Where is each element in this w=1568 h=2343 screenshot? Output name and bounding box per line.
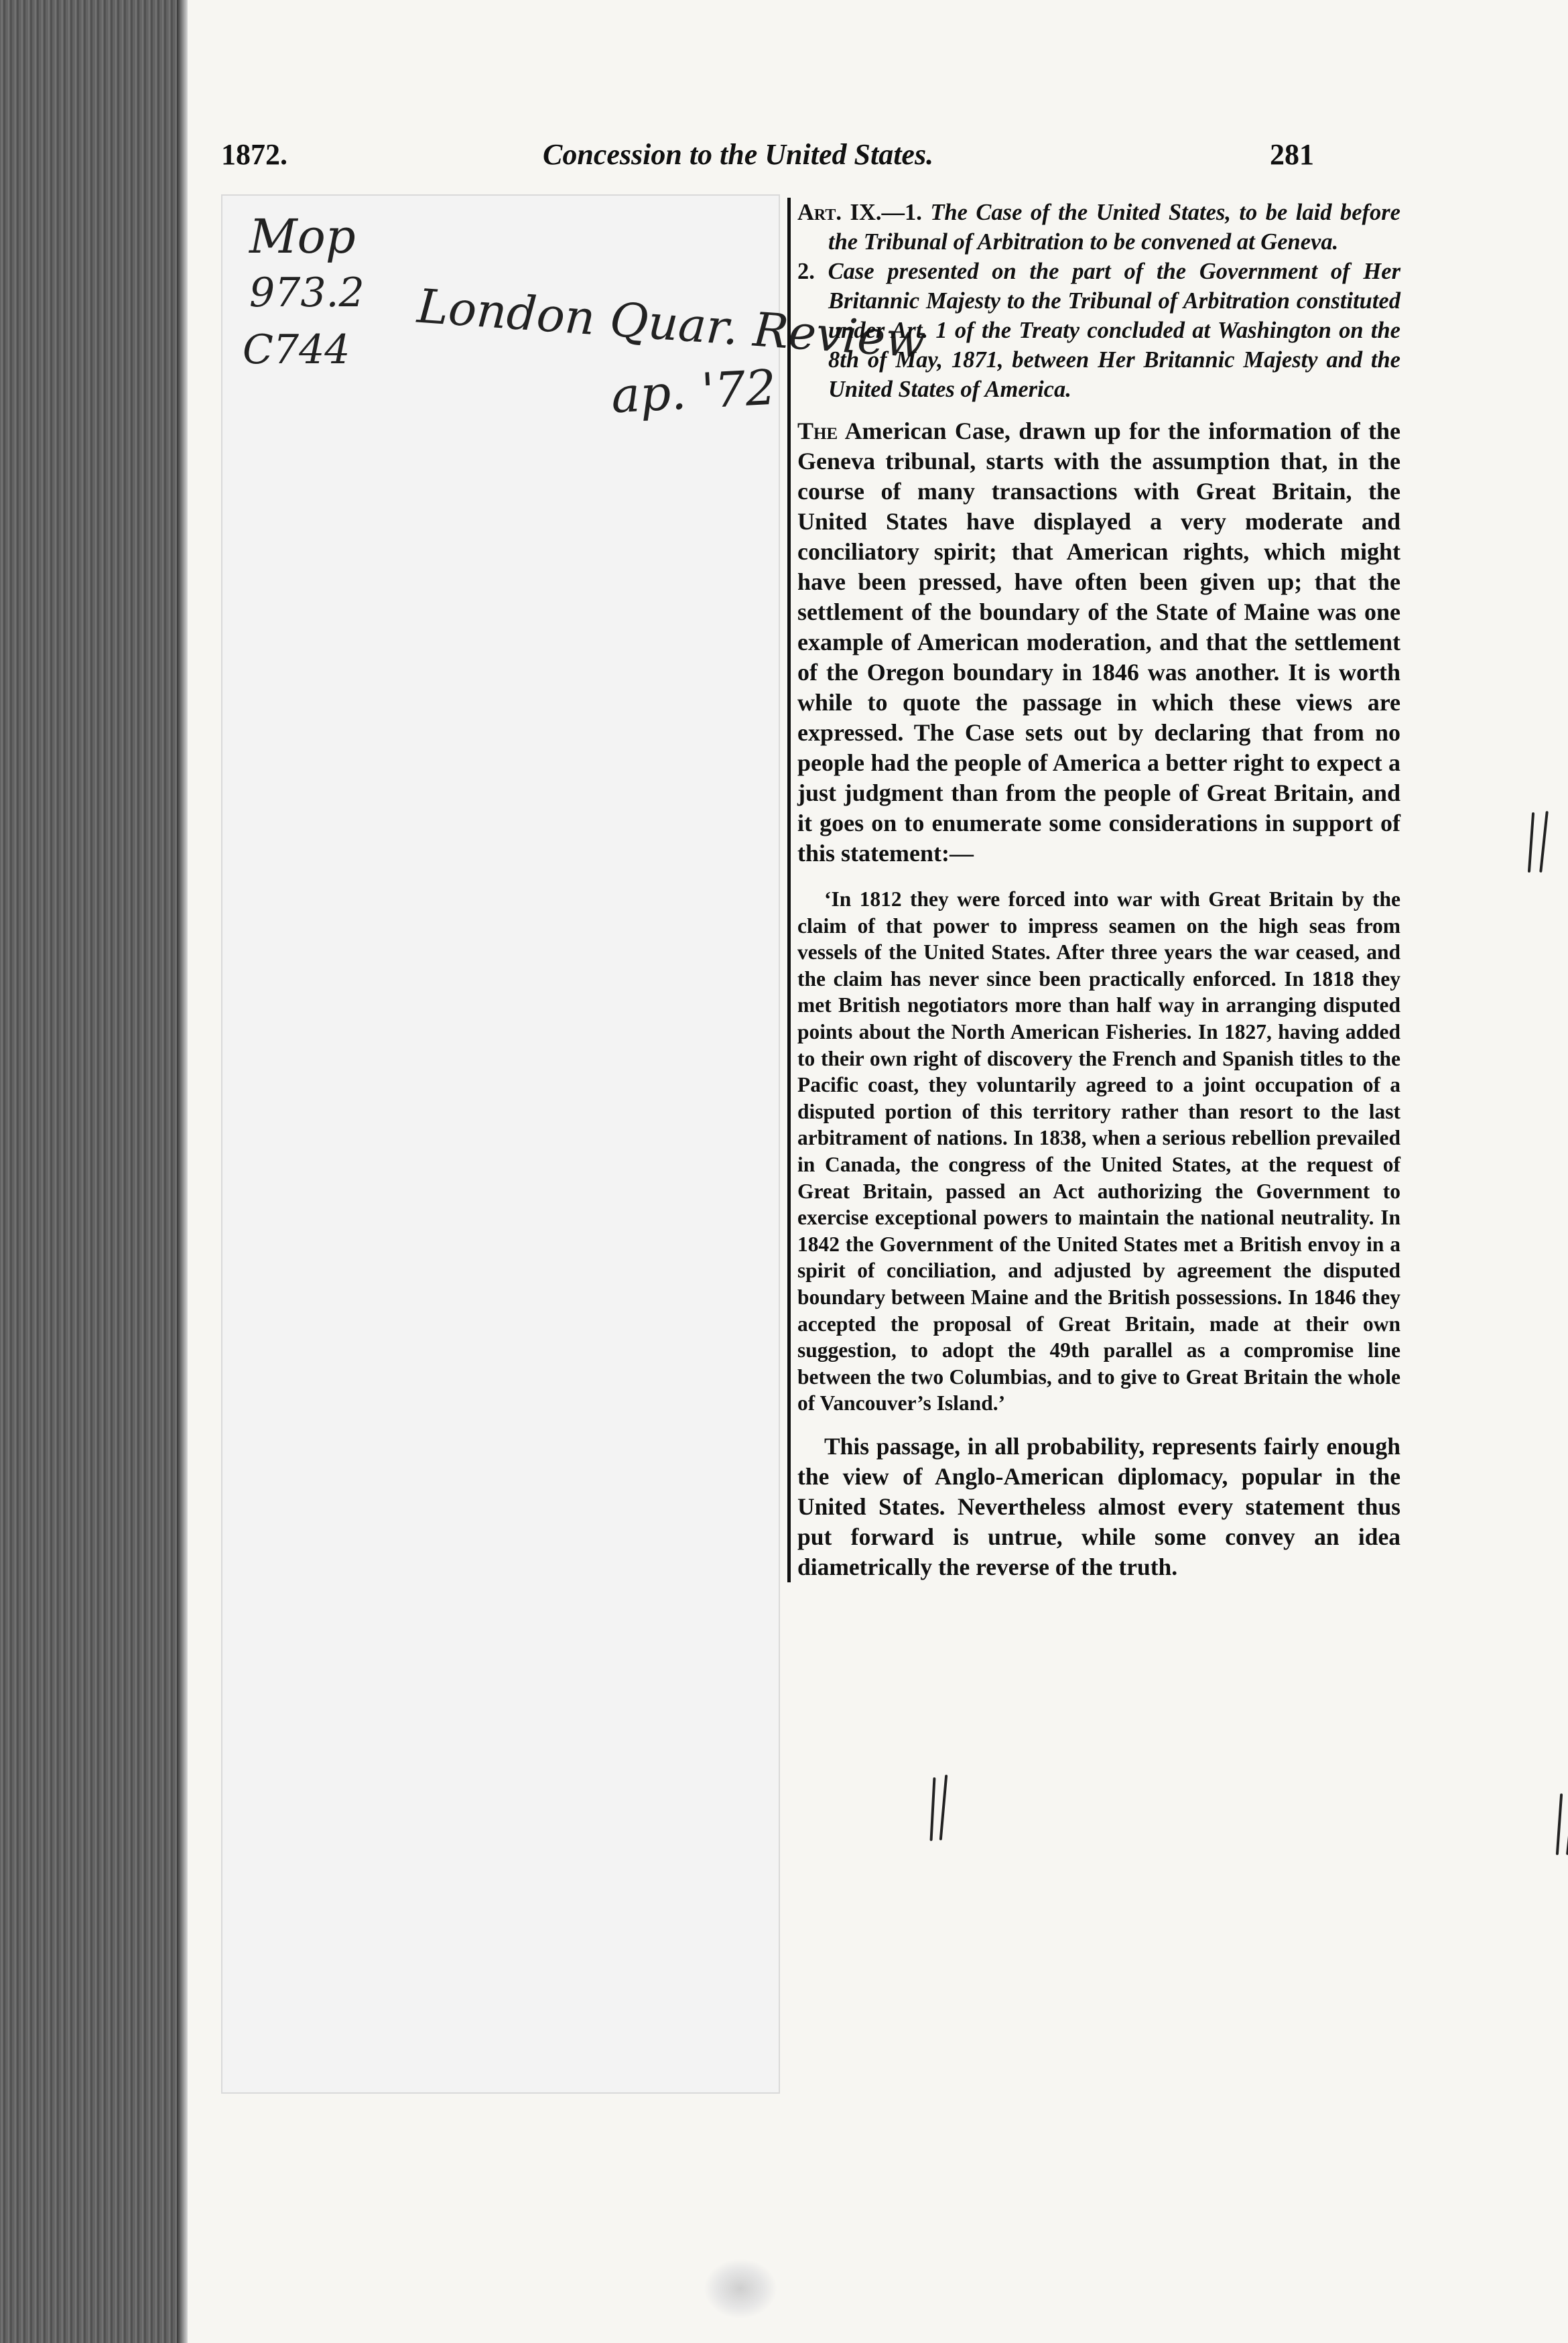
opening-paragraph-text: American Case, drawn up for the information of the Geneva tribunal, starts with the assumption that, in the course of many transactions with Great Britain, the United States have displayed a very moderate and conciliatory spirit; that American rights, which might have been pressed, have often been given up; that the settlement of the boundary of the State of Maine was one example of American moderation, and that the settlement of the Oregon boundary in 1846 was another. It is worth while to quote the passage in which these views are expressed. The Case sets out by declaring that from no people had the people of America a better right to expect a just judgment than from the people of Great Britain, and it goes on to enumerate some considerations in support of this statement:—: [797, 418, 1401, 867]
opening-lead-word: The: [797, 418, 838, 444]
opening-paragraph: [797, 416, 1400, 869]
page-number: 281: [1270, 138, 1314, 171]
handwritten-source: London Quar. Review: [415, 278, 927, 369]
margin-mark: [1528, 812, 1534, 873]
item-2-title: Case presented on the part of the Government of Her Britannic Majesty to the Tribunal of Arbitration constituted under Art. 1 of the Treaty concluded at Washington on the 8th of May, 1871, between Her Britannic Majesty and the United States of America.: [828, 259, 1401, 402]
call-number-line-2: 973.2: [249, 269, 365, 316]
margin-mark: [939, 1775, 948, 1840]
article-heading-item-1: [797, 198, 1400, 257]
book-binding-strip: [0, 0, 188, 2343]
item-1-title: The Case of the United States, to be laid before the Tribunal of Arbitration to be convened at Geneva.: [828, 200, 1400, 255]
article-column: [787, 198, 1400, 1582]
item-2-number: 2.: [797, 259, 815, 284]
article-label: Art. IX.—: [797, 200, 905, 225]
book-page: [188, 0, 1568, 2343]
call-number-line-3: C744: [243, 326, 350, 373]
item-1-number: 1.: [904, 200, 922, 225]
margin-mark: [1539, 811, 1549, 873]
handwritten-date: ap. '72: [609, 359, 778, 424]
margin-mark: [930, 1777, 936, 1841]
closing-paragraph: This passage, in all probability, represents fairly enough the view of Anglo-American diplomacy, popular in the United States. Nevertheless almost every statement thus put forward is untrue, while some convey an idea diametrically the reverse of the truth.: [797, 1432, 1400, 1580]
page-smudge: [704, 2259, 777, 2319]
margin-mark: [1556, 1793, 1563, 1855]
running-title: Concession to the United States.: [543, 138, 934, 171]
quoted-passage: ‘In 1812 they were forced into war with Great Britain by the claim of that power to impress seamen on the high seas from vessels of the United States. After three years the war ceased, and the claim has never since been practically enforced. In 1818 they met British negotiators more than half way in arranging disputed points about the North American Fisheries. In 1827, having added to their own right of discovery the French and Spanish titles to the Pacific coast, they voluntarily agreed to a joint occupation of a disputed portion of this territory rather than resort to the last arbitrament of nations. In 1838, when a serious rebellion prevailed in Canada, the congress of the United States, at the request of Great Britain, passed an Act authorizing the Government to exercise exceptional powers to maintain the national neutrality. In 1842 the Government of the United States met a British envoy in a spirit of conciliation, and adjusted by agreement the disputed boundary between Maine and the British possessions. In 1846 they accepted the proposal of Great Britain, made at their own suggestion, to adopt the 49th parallel as a compromise line between the two Columbias, and to give to Great Britain the whole of Vancouver’s Island.’: [797, 887, 1400, 1415]
page-year: 1872.: [221, 138, 287, 171]
call-number-line-1: Mop: [249, 209, 356, 264]
article-heading-item-2: [797, 257, 1400, 404]
